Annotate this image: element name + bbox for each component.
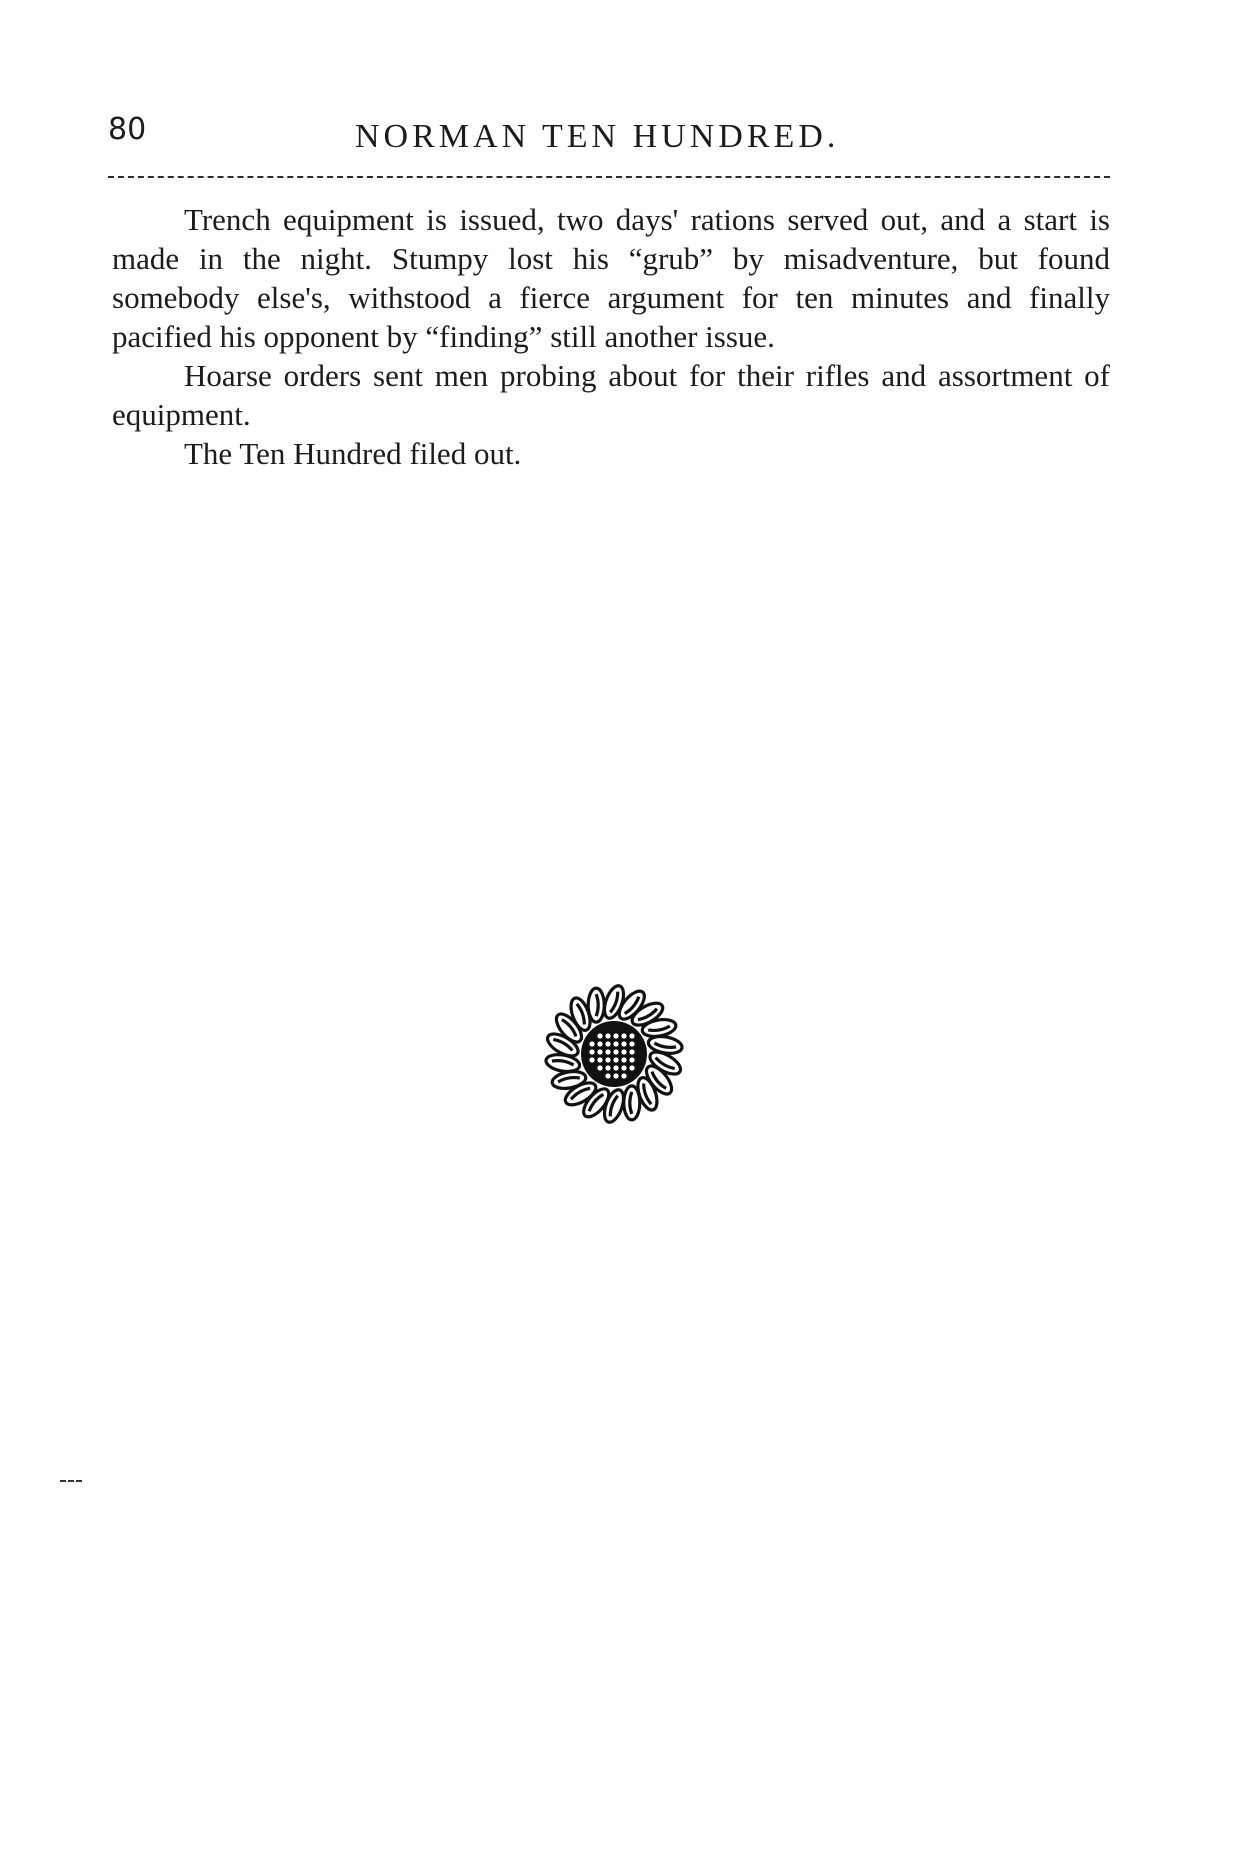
- paragraph: Trench equipment is issued, two days' rations served out, and a start is made in the night. Stumpy lost his “grub” by misadventure, but found somebody else's, withstood a fierce argument for ten minutes and finally pacified his opponent by “finding” still another issue.: [112, 202, 1110, 354]
- stray-mark: [60, 1480, 82, 1482]
- sunflower-ornament-icon: [534, 974, 694, 1134]
- paragraph: Hoarse orders sent men probing about for their rifles and assortment of equipment.: [112, 358, 1110, 432]
- running-head: NORMAN TEN HUNDRED.: [355, 118, 840, 155]
- page-number: 80: [108, 112, 147, 147]
- text-block: [112, 200, 1110, 473]
- header-rule: [108, 176, 1110, 178]
- paragraph: The Ten Hundred filed out.: [184, 436, 522, 471]
